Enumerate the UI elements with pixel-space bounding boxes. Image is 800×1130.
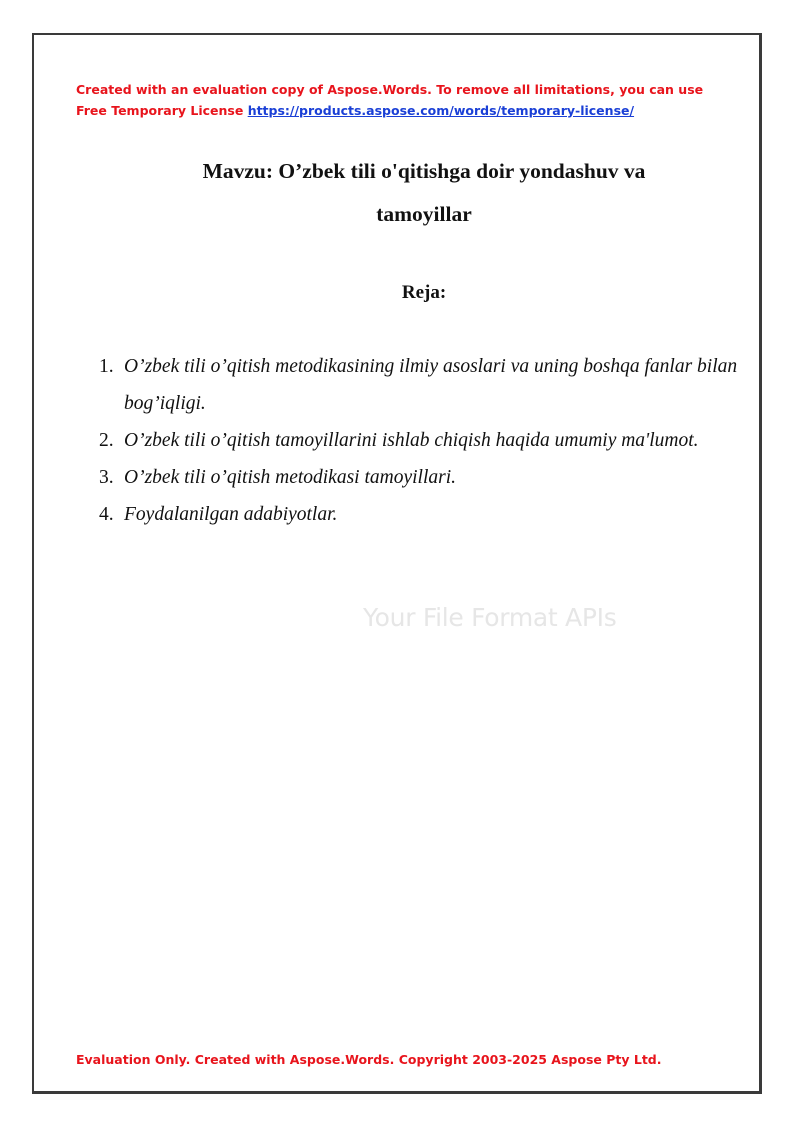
plan-item-number: 2. [99, 430, 114, 451]
plan-item-3 [99, 459, 739, 496]
document-title-line-2: tamoyillar [376, 202, 472, 226]
plan-item-number: 3. [99, 467, 114, 488]
evaluation-notice-text: Created with an evaluation copy of Aspose.Words. To remove all limitations, you can use Free Temporary License [76, 82, 704, 118]
plan-item-text: O’zbek tili o’qitish metodikasining ilmiy asoslari va uning boshqa fanlar bilan bog’iqligi. [124, 356, 738, 414]
plan-heading: Reja: [401, 282, 447, 303]
plan-list [99, 348, 739, 533]
plan-item-text: Foydalanilgan adabiyotlar. [124, 504, 338, 525]
document-title-line-1: Mavzu: O’zbek tili o'qitishga doir yondashuv va [202, 159, 646, 183]
watermark-text: Your File Format APIs [363, 603, 617, 632]
evaluation-notice-footer: Evaluation Only. Created with Aspose.Words. Copyright 2003-2025 Aspose Pty Ltd. [76, 1052, 662, 1067]
plan-item-text: O’zbek tili o’qitish tamoyillarini ishlab chiqish haqida umumiy ma'lumot. [124, 430, 699, 451]
plan-item-number: 4. [99, 504, 114, 525]
plan-item-4 [99, 496, 739, 533]
temporary-license-link[interactable]: https://products.aspose.com/words/temporary-license/ [247, 103, 635, 118]
evaluation-notice-header [76, 79, 736, 121]
plan-item-1 [99, 348, 739, 422]
plan-item-number: 1. [99, 356, 114, 377]
plan-item-2 [99, 422, 739, 459]
plan-item-text: O’zbek tili o’qitish metodikasi tamoyillari. [124, 467, 457, 488]
page-frame [32, 33, 762, 1094]
